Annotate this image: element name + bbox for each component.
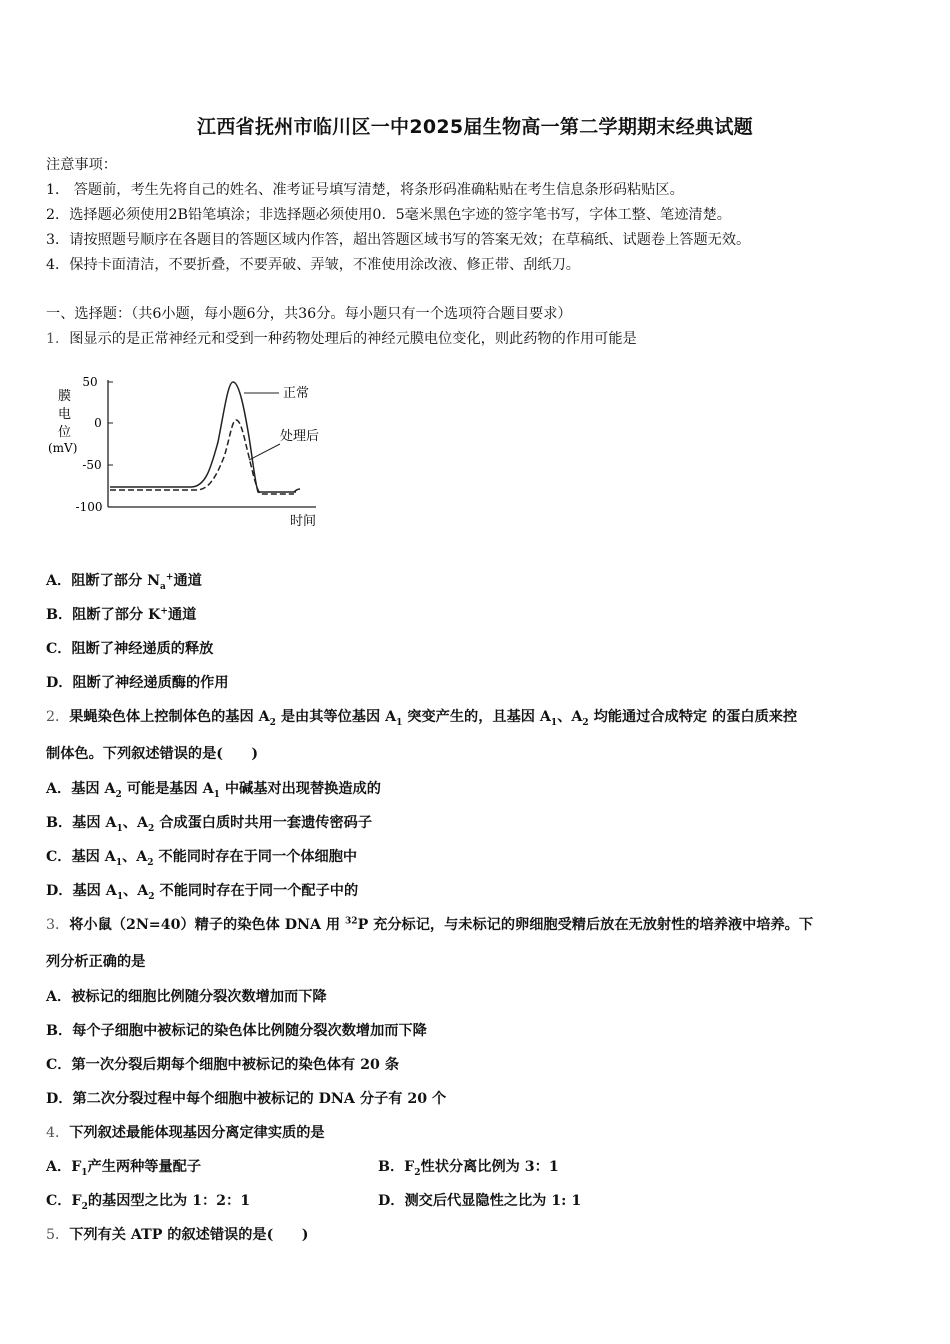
q2-option-c: C．基因 $A_1$、$A_2$ 不能同时存在于同一个体细胞中 xyxy=(46,849,358,868)
q4-option-d: D．测交后代显隐性之比为 1: 1 xyxy=(378,1193,582,1209)
q4-option-a: A．$F_1$产生两种等量配子 xyxy=(46,1159,202,1178)
notice-item-3: 3．请按照题号顺序在各题目的答题区域内作答，超出答题区域书写的答案无效；在草稿纸、试题卷上答题无效。 xyxy=(46,232,751,248)
y-axis-label-2: 电 xyxy=(58,407,72,422)
y-tick-label-50: 50 xyxy=(82,375,98,389)
question-text: 图显示的是正常神经元和受到一种药物处理后的神经元膜电位变化，则此药物的作用可能是 xyxy=(69,331,637,347)
membrane-potential-figure xyxy=(46,362,346,537)
q1-option-c: C．阻断了神经递质的释放 xyxy=(46,641,214,657)
x-axis-label: 时间 xyxy=(290,514,317,529)
q3-option-c: C．第一次分裂后期每个细胞中被标记的染色体有 20 条 xyxy=(46,1057,400,1073)
normal-label: 正常 xyxy=(283,386,310,401)
q3-option-a: A．被标记的细胞比例随分裂次数增加而下降 xyxy=(46,989,327,1005)
q2-option-b: B．基因 $A_1$、$A_2$ 合成蛋白质时共用一套遗传密码子 xyxy=(46,815,373,834)
notice-item-2: 2．选择题必须使用2B铅笔填涂；非选择题必须使用0．5毫米黑色字迹的签字笔书写，字体工整、笔迹清楚。 xyxy=(46,207,731,223)
y-axis-unit: (mV) xyxy=(48,441,78,455)
question-2-stem-line1: 2．果蝇染色体上控制体色的基因 $A_2$ 是由其等位基因 $A_1$ 突变产生的，且基因 $A_1$、$A_2$ 均能通过合成特定 的蛋白质来控 xyxy=(46,709,798,728)
curve-tail xyxy=(294,489,300,492)
y-tick-label-minus50: -50 xyxy=(82,458,102,472)
question-2-stem-line2: 制体色。下列叙述错误的是( ) xyxy=(46,746,259,762)
membrane-potential-graph xyxy=(46,362,346,537)
q4-option-c: C．$F_2$的基因型之比为 1：2：1 xyxy=(46,1193,251,1212)
q2-option-d: D．基因 $A_1$、$A_2$ 不能同时存在于同一个配子中的 xyxy=(46,883,359,902)
question-5-stem: 5．下列有关 ATP 的叙述错误的是( ) xyxy=(46,1227,309,1243)
question-number: 1． xyxy=(46,331,70,347)
normal-curve xyxy=(110,382,296,492)
q2-option-a: A．基因 $A_2$ 可能是基因 $A_1$ 中碱基对出现替换造成的 xyxy=(46,781,381,800)
notice-item-1: 1． 答题前，考生先将自己的姓名、准考证号填写清楚，将条形码准确粘贴在考生信息条形码粘贴区。 xyxy=(46,182,684,198)
q4-option-b: B．$F_2$性状分离比例为 3：1 xyxy=(378,1159,559,1178)
question-3-stem-line2: 列分析正确的是 xyxy=(46,954,146,970)
q1-option-d: D．阻断了神经递质酶的作用 xyxy=(46,675,229,691)
q1-option-b: B．阻断了部分 K+通道 xyxy=(46,606,197,623)
y-tick-label-0: 0 xyxy=(94,416,102,430)
treated-leader xyxy=(249,444,280,460)
question-3-stem-line1: 3．将小鼠（2N=40）精子的染色体 DNA 用 $^{32}$P 充分标记，与未标记的卵细胞受精后放在无放射性的培养液中培养。下 xyxy=(46,916,814,933)
notice-heading: 注意事项： xyxy=(46,157,117,173)
y-tick-label-minus100: -100 xyxy=(75,500,103,514)
section-heading: 一、选择题：（共6小题，每小题6分，共36分。每小题只有一个选项符合题目要求） xyxy=(46,306,572,322)
question-4-stem: 4．下列叙述最能体现基因分离定律实质的是 xyxy=(46,1125,325,1141)
question-1-stem xyxy=(46,328,637,348)
treated-label: 处理后 xyxy=(280,429,320,444)
q3-option-d: D．第二次分裂过程中每个细胞中被标记的 DNA 分子有 20 个 xyxy=(46,1091,447,1107)
page-title: 江西省抚州市临川区一中2025届生物高一第二学期期末经典试题 xyxy=(197,116,753,138)
y-axis-label-3: 位 xyxy=(58,425,72,440)
y-axis-label-1: 膜 xyxy=(58,389,72,404)
q1-option-a: A．阻断了部分 $N_a^+$通道 xyxy=(46,572,202,592)
notice-item-4: 4．保持卡面清洁，不要折叠，不要弄破、弄皱，不准使用涂改液、修正带、刮纸刀。 xyxy=(46,257,580,273)
q3-option-b: B．每个子细胞中被标记的染色体比例随分裂次数增加而下降 xyxy=(46,1023,427,1039)
